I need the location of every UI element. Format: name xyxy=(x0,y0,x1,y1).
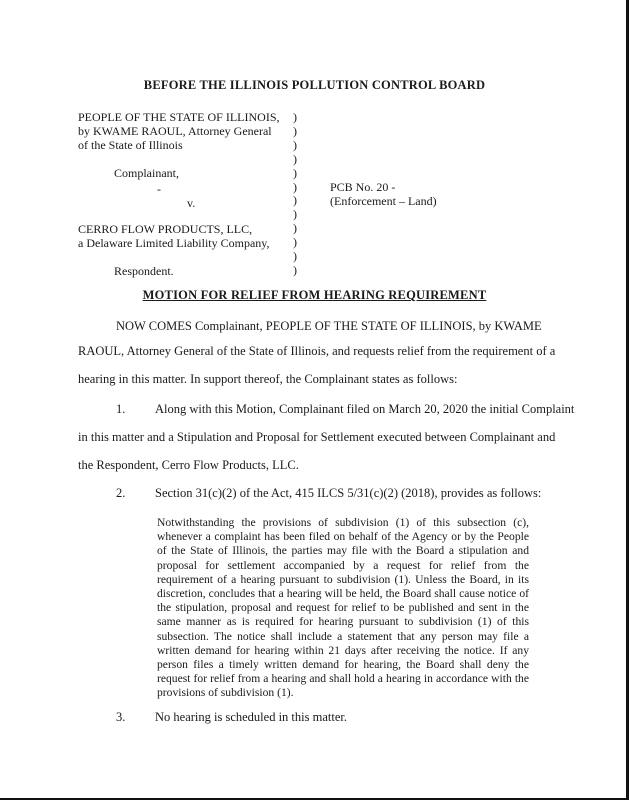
complainant-name: PEOPLE OF THE STATE OF ILLINOIS, xyxy=(78,110,280,124)
respondent-entity: a Delaware Limited Liability Company, xyxy=(78,236,270,250)
paragraph-2-line-1: Section 31(c)(2) of the Act, 415 ILCS 5/31(c)(2) (2018), provides as follows: xyxy=(155,486,542,500)
paragraph-3-line-1: No hearing is scheduled in this matter. xyxy=(155,710,347,724)
complainant-attorney: by KWAME RAOUL, Attorney General xyxy=(78,124,272,138)
paragraph-1-line-1: Along with this Motion, Complainant filed on March 20, 2020 the initial Complaint xyxy=(155,402,575,416)
paragraph-2-number: 2. xyxy=(116,486,126,500)
caption-dot: - xyxy=(157,182,161,196)
paragraph-1-number: 1. xyxy=(116,402,126,416)
paragraph-1-line-2: in this matter and a Stipulation and Proposal for Settlement executed between Complainant and xyxy=(78,430,556,444)
complainant-state: of the State of Illinois xyxy=(78,138,183,152)
case-number: PCB No. 20 - xyxy=(330,180,396,194)
motion-title: MOTION FOR RELIEF FROM HEARING REQUIREMENT xyxy=(142,288,487,302)
intro-line-2: RAOUL, Attorney General of the State of Illinois, and requests relief from the requirement of a xyxy=(78,344,556,358)
case-type: (Enforcement – Land) xyxy=(330,194,437,208)
versus-label: v. xyxy=(187,196,196,210)
statute-quote: Notwithstanding the provisions of subdivision (1) of this subsection (c), whenever a complaint has been filed on behalf of the Agency or by the People of the State of Illinois, the parties may file with the Board a stipulation and proposal for settlement accompanied by a request for relief from the requirement of a hearing pursuant to subdivision (1). Unless the Board, in its discretion, concludes that a hearing will be held, the Board shall cause notice of the stipulation, proposal and request for relief to be published and sent in the same manner as is required for hearing pursuant to subdivision (1) of this subsection. The notice shall include a statement that any person may file a written demand for hearing within 21 days after receiving the notice. If any person files a timely written demand for hearing, the Board shall deny the request for relief from a hearing and shall hold a hearing in accordance with the provisions of subdivision (1). xyxy=(157,516,529,700)
respondent-role: Respondent. xyxy=(114,264,174,278)
paragraph-3-number: 3. xyxy=(116,710,126,724)
complainant-role: Complainant, xyxy=(114,166,179,180)
caption-parentheses: ) ) ) ) ) ) ) ) ) ) ) ) xyxy=(293,110,297,277)
respondent-name: CERRO FLOW PRODUCTS, LLC, xyxy=(78,222,253,236)
intro-line-3: hearing in this matter. In support thereof, the Complainant states as follows: xyxy=(78,372,458,386)
intro-line-1: NOW COMES Complainant, PEOPLE OF THE STATE OF ILLINOIS, by KWAME xyxy=(116,319,542,333)
board-title: BEFORE THE ILLINOIS POLLUTION CONTROL BOARD xyxy=(143,78,486,92)
paragraph-1-line-3: the Respondent, Cerro Flow Products, LLC. xyxy=(78,458,299,472)
